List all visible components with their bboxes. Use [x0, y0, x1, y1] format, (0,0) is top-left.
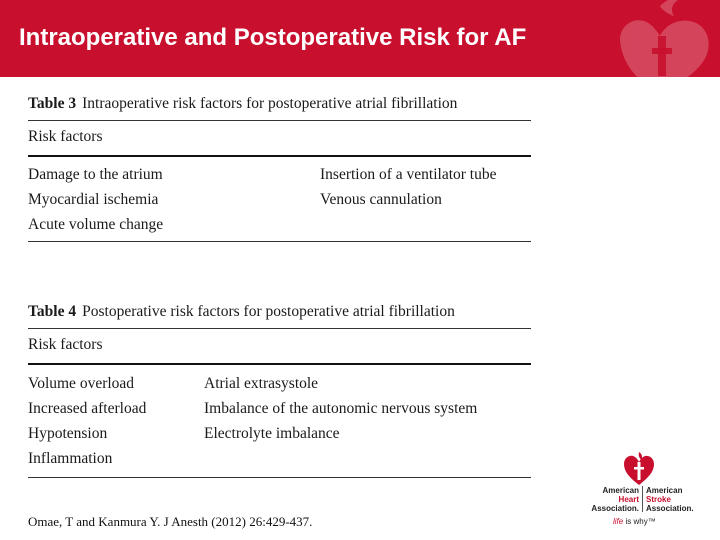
table-cell: Imbalance of the autonomic nervous system — [204, 400, 478, 417]
logo-divider — [642, 486, 643, 512]
table-row — [28, 212, 531, 237]
slide-title: Intraoperative and Postoperative Risk for AF — [19, 24, 527, 51]
heart-torch-icon — [622, 452, 656, 486]
aha-asa-logo — [582, 452, 704, 532]
tagline-rest: is why™ — [625, 517, 656, 526]
asa-wordmark — [646, 486, 694, 513]
table-cell: Insertion of a ventilator tube — [320, 166, 497, 183]
table-3-caption — [28, 94, 531, 114]
table-4-caption — [28, 302, 531, 322]
aha-line-3: Association. — [591, 504, 639, 513]
asa-line-2: Stroke — [646, 495, 671, 504]
aha-line-1: American — [602, 486, 639, 495]
table-row — [28, 446, 531, 471]
table-cell: Electrolyte imbalance — [204, 425, 340, 442]
table-cell: Atrial extrasystole — [204, 375, 319, 392]
table-cell: Hypotension — [28, 425, 108, 442]
table-cell: Myocardial ischemia — [28, 191, 159, 208]
table-row — [28, 421, 531, 446]
table-3-bottom-rule — [28, 241, 531, 242]
table-cell: Increased afterload — [28, 400, 147, 417]
table-cell: Volume overload — [28, 375, 135, 392]
table-4 — [28, 302, 531, 478]
table-3 — [28, 94, 531, 242]
table-row — [28, 371, 531, 396]
table-row — [28, 162, 531, 187]
table-3-label: Table 3 — [28, 95, 77, 112]
logo-tagline — [613, 517, 656, 526]
table-cell: Damage to the atrium — [28, 166, 163, 183]
tagline-word: life — [613, 517, 624, 526]
table-cell: Acute volume change — [28, 216, 164, 233]
table-4-header: Risk factors — [28, 336, 103, 353]
title-banner — [0, 0, 720, 77]
asa-line-1: American — [646, 486, 683, 495]
table-3-header: Risk factors — [28, 128, 103, 145]
table-cell: Venous cannulation — [320, 191, 442, 208]
table-4-label: Table 4 — [28, 303, 77, 320]
table-row — [28, 187, 531, 212]
aha-line-2: Heart — [618, 495, 639, 504]
aha-wordmark — [591, 486, 639, 513]
heart-torch-watermark-icon — [600, 0, 720, 77]
table-3-caption-text: Intraoperative risk factors for postoperative atrial fibrillation — [82, 95, 458, 112]
table-4-bottom-rule — [28, 477, 531, 478]
table-row — [28, 396, 531, 421]
table-4-caption-text: Postoperative risk factors for postoperative atrial fibrillation — [82, 303, 455, 320]
table-cell: Inflammation — [28, 450, 113, 467]
asa-line-3: Association. — [646, 504, 694, 513]
citation: Omae, T and Kanmura Y. J Anesth (2012) 26:429-437. — [28, 514, 313, 529]
